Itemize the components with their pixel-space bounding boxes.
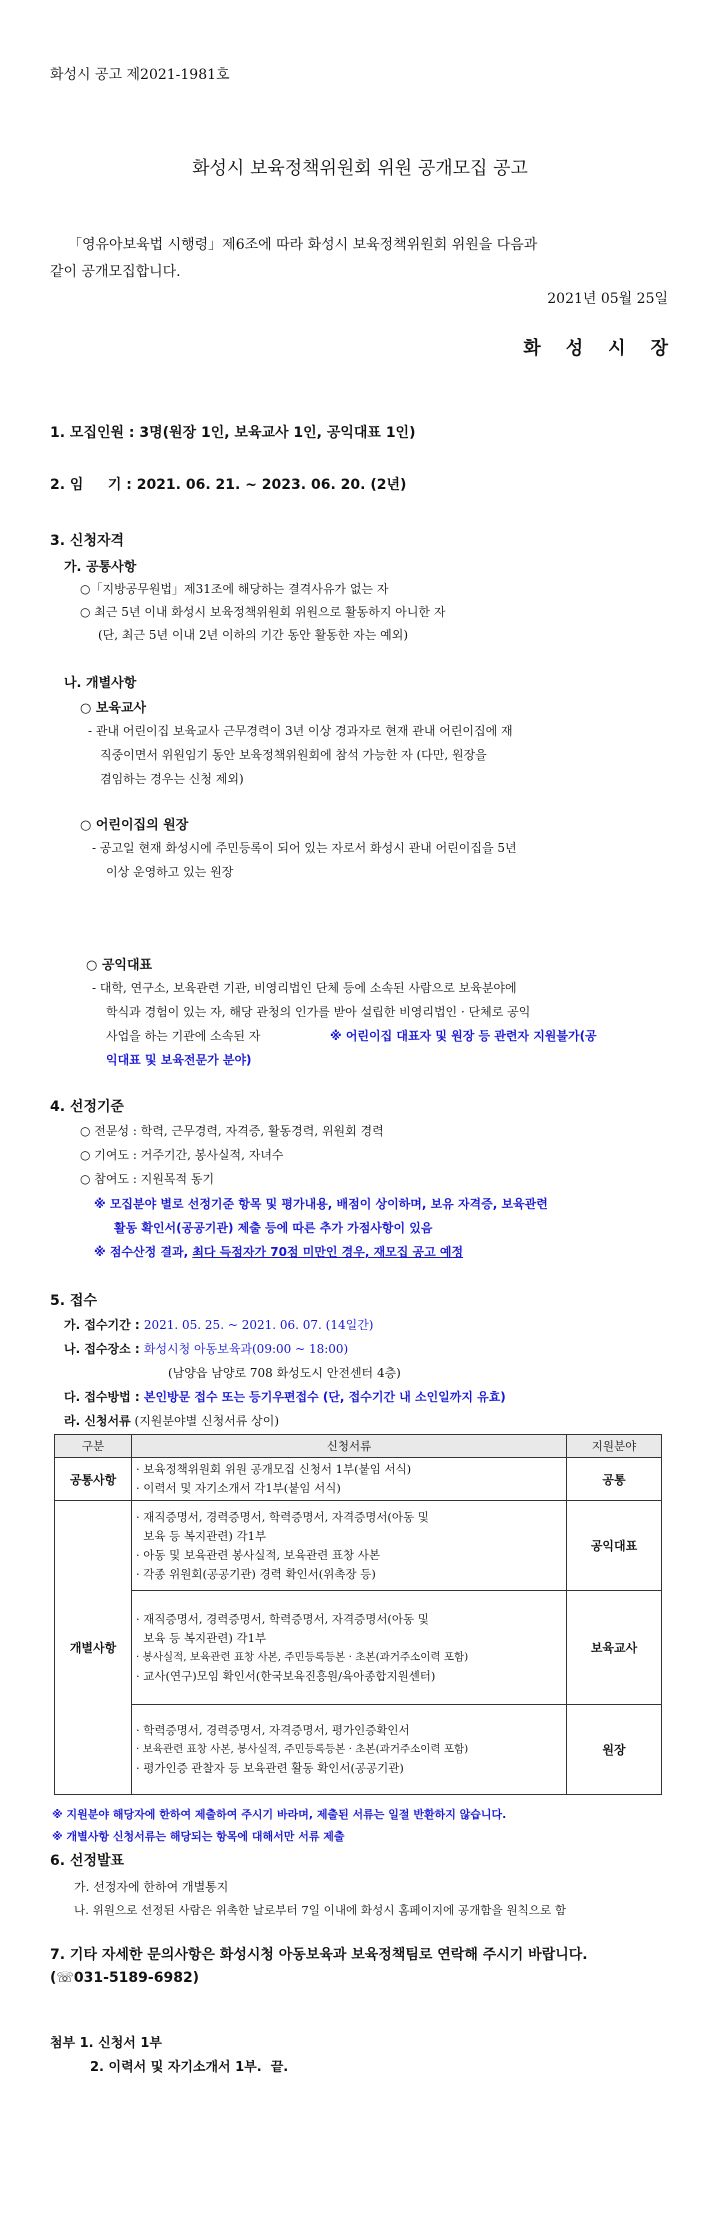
- intro-line-1: 「영유아보육법 시행령」제6조에 따라 화성시 보육정책위원회 위원을 다음과: [68, 237, 538, 253]
- docs-cell: · 보육정책위원회 위원 공개모집 신청서 1부(붙임 서식) · 이력서 및 자기소개서 각1부(붙임 서식): [132, 1458, 567, 1501]
- individual-heading: 나. 개별사항: [64, 676, 137, 691]
- docs-cell: · 재직증명서, 경력증명서, 학력증명서, 자격증명서(아동 및 보육 등 복지관련) 각1부 · 봉사실적, 보육관련 표창 사본, 주민등록등본 · 초본(과거주소이력 포함) · 교사(연구)모임 확인서(한국보육진흥원/육아종합지원센터): [132, 1591, 567, 1705]
- table-note-2: ※ 개별사항 신청서류는 해당되는 항목에 대해서만 서류 제출: [52, 1830, 345, 1843]
- common-item-1: ○「지방공무원법」제31조에 해당하는 결격사유가 없는 자: [80, 582, 389, 596]
- required-docs-label: 라. 신청서류 (지원분야별 신청서류 상이): [64, 1414, 280, 1428]
- table-header: 지원분야: [567, 1435, 662, 1458]
- common-item-3: (단, 최근 5년 이내 2년 이하의 기간 동안 활동한 자는 예외): [98, 628, 409, 642]
- reception-method: 다. 접수방법 : 본인방문 접수 또는 등기우편접수 (단, 접수기간 내 소인일까지 유효): [64, 1390, 506, 1404]
- director-line-1: - 공고일 현재 화성시에 주민등록이 되어 있는 자로서 화성시 관내 어린이집을 5년: [92, 841, 517, 855]
- field-cell: 원장: [567, 1705, 662, 1795]
- announce-a: 가. 선정자에 한하여 개별통지: [74, 1880, 229, 1894]
- table-header: 신청서류: [132, 1435, 567, 1458]
- issuer: 화 성 시 장: [523, 338, 668, 359]
- criteria-item-1: ○ 전문성 : 학력, 근무경력, 자격증, 활동경력, 위원회 경력: [80, 1124, 384, 1138]
- criteria-note-2-underlined: 최다 득점자가 70점 미만인 경우, 재모집 공고 예정: [192, 1245, 464, 1259]
- section-2: 2. 임 기 : 2021. 06. 21. ~ 2023. 06. 20. (2년): [50, 477, 407, 493]
- criteria-item-3: ○ 참여도 : 지원목적 동기: [80, 1172, 215, 1186]
- common-heading: 가. 공통사항: [64, 560, 137, 575]
- attachment-2: 2. 이력서 및 자기소개서 1부. 끝.: [90, 2060, 289, 2075]
- public-note-b: 익대표 및 보육전문가 분야): [106, 1053, 252, 1067]
- teacher-line-3: 겸임하는 경우는 신청 제외): [100, 772, 244, 786]
- docs-cell: · 학력증명서, 경력증명서, 자격증명서, 평가인증확인서 · 보육관련 표창 사본, 봉사실적, 주민등록등본 · 초본(과거주소이력 포함) · 평가인증 관찰자 등 보육관련 활동 확인서(공공기관): [132, 1705, 567, 1795]
- public-note-a: ※ 어린이집 대표자 및 원장 등 관련자 지원불가(공: [330, 1029, 597, 1043]
- section-4-heading: 4. 선정기준: [50, 1099, 125, 1115]
- public-line-2: 학식과 경험이 있는 자, 해당 관청의 인가를 받아 설립한 비영리법인 · 단체로 공익: [106, 1005, 531, 1019]
- table-row: [55, 1501, 662, 1591]
- reception-address: (남양읍 남양로 708 화성도시 안전센터 4층): [168, 1366, 401, 1380]
- reception-period: 가. 접수기간 : 2021. 05. 25. ~ 2021. 06. 07. (14일간): [64, 1318, 374, 1332]
- public-line-1: - 대학, 연구소, 보육관련 기관, 비영리법인 단체 등에 소속된 사람으로 보육분야에: [92, 981, 517, 995]
- public-heading: ○ 공익대표: [86, 958, 153, 973]
- section-1: 1. 모집인원 : 3명(원장 1인, 보육교사 1인, 공익대표 1인): [50, 425, 416, 441]
- table-row: [55, 1591, 662, 1705]
- table-header-row: [55, 1435, 662, 1458]
- public-line-3: 사업을 하는 기관에 소속된 자: [106, 1029, 261, 1043]
- attachment-1: 첨부 1. 신청서 1부: [50, 2036, 162, 2051]
- criteria-note-1a: ※ 모집분야 별로 선정기준 항목 및 평가내용, 배점이 상이하며, 보유 자격증, 보육관련: [94, 1197, 548, 1211]
- section-6-heading: 6. 선정발표: [50, 1853, 125, 1869]
- director-line-2: 이상 운영하고 있는 원장: [106, 865, 234, 879]
- criteria-note-2: ※ 점수산정 결과, 최다 득점자가 70점 미만인 경우, 재모집 공고 예정: [94, 1245, 464, 1259]
- table-header: 구분: [55, 1435, 132, 1458]
- category-cell: 개별사항: [55, 1501, 132, 1795]
- section-7-contact: (☏031-5189-6982): [50, 1970, 200, 1986]
- section-5-heading: 5. 접수: [50, 1293, 97, 1309]
- notice-date: 2021년 05월 25일: [547, 291, 668, 307]
- intro-line-2: 같이 공개모집합니다.: [50, 264, 181, 280]
- teacher-heading: ○ 보육교사: [80, 701, 147, 716]
- section-3-heading: 3. 신청자격: [50, 533, 125, 549]
- doc-number: 화성시 공고 제2021-1981호: [50, 67, 230, 83]
- criteria-note-1b: 활동 확인서(공공기관) 제출 등에 따른 추가 가점사항이 있음: [114, 1221, 433, 1235]
- section-7-line-1: 7. 기타 자세한 문의사항은 화성시청 아동보육과 보육정책팀로 연락해 주시기 바랍니다.: [50, 1947, 588, 1963]
- required-documents-table: [54, 1434, 662, 1795]
- field-cell: 공통: [567, 1458, 662, 1501]
- field-cell: 보육교사: [567, 1591, 662, 1705]
- page-title: 화성시 보육정책위원회 위원 공개모집 공고: [192, 158, 528, 179]
- table-row: [55, 1458, 662, 1501]
- criteria-item-2: ○ 기여도 : 거주기간, 봉사실적, 자녀수: [80, 1148, 284, 1162]
- table-row: [55, 1705, 662, 1795]
- teacher-line-1: - 관내 어린이집 보육교사 근무경력이 3년 이상 경과자로 현재 관내 어린이집에 재: [88, 724, 513, 738]
- docs-cell: · 재직증명서, 경력증명서, 학력증명서, 자격증명서(아동 및 보육 등 복지관련) 각1부 · 아동 및 보육관련 봉사실적, 보육관련 표창 사본 · 각종 위원회(공공기관) 경력 확인서(위촉장 등): [132, 1501, 567, 1591]
- teacher-line-2: 직중이면서 위원임기 동안 보육정책위원회에 참석 가능한 자 (다만, 원장을: [100, 748, 487, 762]
- category-cell: 공통사항: [55, 1458, 132, 1501]
- field-cell: 공익대표: [567, 1501, 662, 1591]
- table-note-1: ※ 지원분야 해당자에 한하여 제출하여 주시기 바라며, 제출된 서류는 일절 반환하지 않습니다.: [52, 1808, 507, 1821]
- director-heading: ○ 어린이집의 원장: [80, 818, 189, 833]
- common-item-2: ○ 최근 5년 이내 화성시 보육정책위원회 위원으로 활동하지 아니한 자: [80, 605, 446, 619]
- announce-b: 나. 위원으로 선정된 사람은 위촉한 날로부터 7일 이내에 화성시 홈페이지에 공개함을 원칙으로 함: [74, 1903, 567, 1917]
- reception-place: 나. 접수장소 : 화성시청 아동보육과(09:00 ~ 18:00): [64, 1342, 349, 1356]
